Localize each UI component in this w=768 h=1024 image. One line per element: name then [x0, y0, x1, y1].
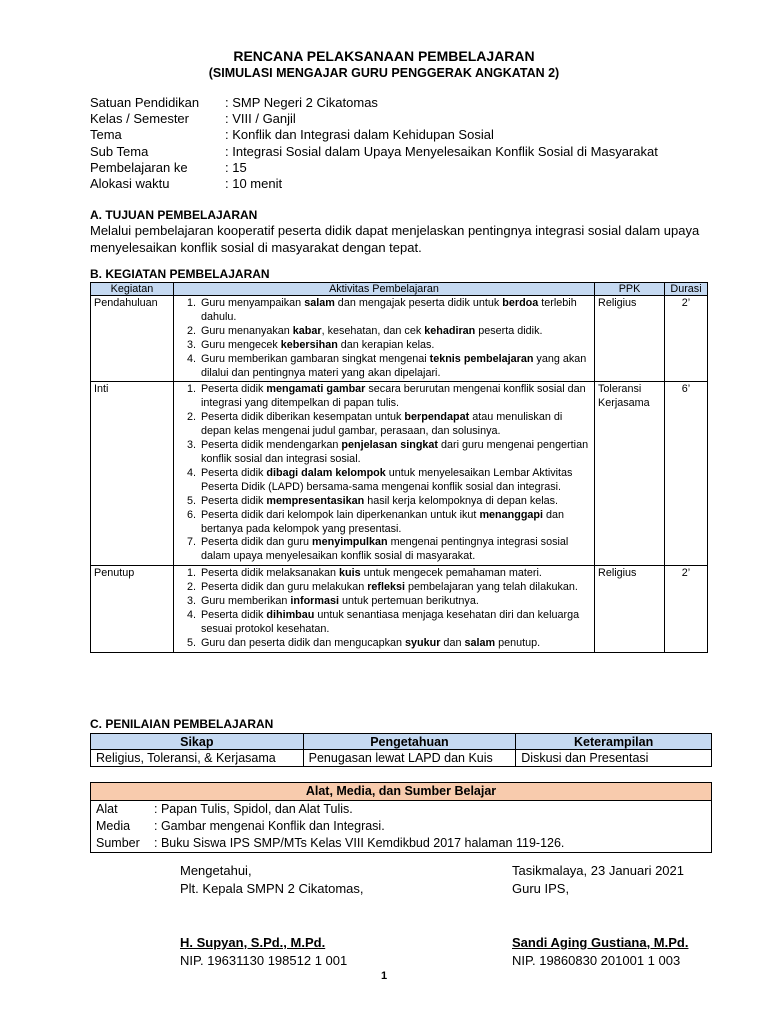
list-item	[199, 595, 591, 609]
identity-label: Alokasi waktu	[90, 176, 170, 192]
signature-line: Mengetahui,	[180, 863, 252, 878]
list-item	[199, 567, 591, 581]
activity-ppk: Toleransi Kerjasama	[595, 382, 665, 566]
item-text: untuk mengecek pemahaman materi.	[360, 567, 542, 580]
item-text: Peserta didik	[200, 494, 267, 507]
identity-value: : Integrasi Sosial dalam Upaya Menyelesaikan Konflik Sosial di Masyarakat	[225, 143, 658, 159]
assessment-cell: Penugasan lewat LAPD dan Kuis	[303, 750, 516, 767]
identity-label: Satuan Pendidikan	[90, 95, 200, 110]
identity-row	[90, 176, 658, 192]
signature-role: Guru IPS,	[512, 881, 570, 896]
item-text: Peserta didik dan guru melakukan	[200, 581, 368, 594]
item-text: pembelajaran yang telah dilakukan.	[405, 581, 578, 594]
column-header: Durasi	[664, 283, 707, 296]
item-text: Peserta didik melaksanakan	[200, 567, 339, 580]
emphasis-text: salam	[304, 297, 335, 309]
list-item	[199, 339, 591, 353]
assessment-cell: Religius, Toleransi, & Kerjasama	[91, 750, 304, 767]
item-text: penutup.	[495, 636, 541, 649]
activity-ppk: Religius	[595, 566, 665, 652]
activity-duration: 2’	[664, 566, 707, 652]
activity-list	[177, 567, 591, 650]
activity-list-cell	[173, 296, 594, 382]
item-text: Peserta didik dari kelompok lain diperkenankan untuk ikut	[200, 508, 480, 521]
item-text: Guru menyampaikan	[200, 297, 305, 309]
resources-heading: Alat, Media, dan Sumber Belajar	[91, 783, 711, 801]
item-text: Peserta didik diberikan kesempatan untuk	[200, 411, 405, 424]
identity-row	[90, 111, 658, 127]
column-header: Keterampilan	[516, 734, 712, 750]
emphasis-text: teknis pembelajaran	[429, 352, 534, 365]
item-text: untuk menyelesaikan Lembar Aktivitas Peserta Didik (LAPD) bersama-sama mengenai konflik sosial dan integrasi.	[200, 466, 573, 493]
list-item	[199, 509, 591, 537]
activity-row	[91, 296, 708, 382]
item-text: untuk senantiasa menjaga kesehatan diri dan keluarga sesuai protokol kesehatan.	[200, 608, 580, 635]
emphasis-text: refleksi	[367, 581, 406, 594]
resources-label: Media	[96, 819, 131, 833]
item-text: Guru dan peserta didik dan mengucapkan	[200, 636, 406, 649]
item-text: hasil kerja kelompoknya di depan kelas.	[364, 494, 559, 507]
resources-label: Alat	[96, 802, 118, 816]
emphasis-text: dibagi dalam kelompok	[266, 466, 386, 479]
item-text: peserta didik.	[475, 324, 543, 337]
signature-left	[180, 862, 364, 970]
emphasis-text: dihimbau	[266, 608, 315, 621]
resources-row	[91, 835, 711, 852]
signature-date: Tasikmalaya, 23 Januari 2021	[512, 863, 684, 878]
emphasis-text: kabar	[292, 324, 322, 337]
item-text: Guru menanyakan	[200, 324, 293, 337]
activity-stage: Inti	[91, 382, 174, 566]
resources-label: Sumber	[96, 836, 140, 850]
list-item	[199, 325, 591, 339]
document-title: RENCANA PELAKSANAAN PEMBELAJARAN	[233, 48, 535, 64]
assessment-cell: Diskusi dan Presentasi	[516, 750, 712, 767]
section-a-heading: A. TUJUAN PEMBELAJARAN	[90, 208, 258, 222]
item-text: dan bertanya pada kelompok yang presentasi.	[200, 508, 565, 535]
emphasis-text: mengamati gambar	[266, 383, 366, 396]
signature-nip: NIP. 19631130 198512 1 001	[180, 953, 348, 968]
item-text: Peserta didik dan guru	[200, 536, 312, 549]
identity-row	[90, 144, 658, 160]
emphasis-text: berdoa	[502, 297, 539, 309]
resources-row	[91, 801, 711, 818]
item-text: atau menuliskan di depan kelas mengenai judul gambar, perasaan, dan solusinya.	[200, 411, 563, 438]
section-a-text: Melalui pembelajaran kooperatif peserta didik dapat menjelaskan pentingnya integrasi sosial dalam upaya menyelesaikan konflik sosial di masyarakat dengan tepat.	[90, 223, 700, 255]
activity-list-cell	[173, 382, 594, 566]
emphasis-text: kehadiran	[424, 324, 476, 337]
column-header: PPK	[595, 283, 665, 296]
signature-nip: NIP. 19860830 201001 1 003	[512, 953, 681, 968]
identity-label: Sub Tema	[90, 143, 149, 159]
column-header: Pengetahuan	[303, 734, 516, 750]
list-item	[199, 411, 591, 439]
item-text: mengenai pentingnya integrasi sosial dalam upaya menyelesaikan konflik sosial di masyarakat.	[200, 536, 569, 563]
identity-value: : 15	[225, 159, 247, 175]
column-header: Kegiatan	[91, 283, 174, 296]
emphasis-text: penjelasan singkat	[341, 439, 439, 452]
list-item	[199, 353, 591, 381]
emphasis-text: berpendapat	[404, 411, 470, 424]
item-text: secara berurutan mengenai konflik sosial dan integrasi yang ditempelkan di papan tulis.	[200, 383, 586, 410]
emphasis-text: informasi	[290, 595, 339, 608]
item-text: terlebih dahulu.	[200, 297, 577, 323]
section-c-heading: C. PENILAIAN PEMBELAJARAN	[90, 717, 274, 731]
item-text: Peserta didik	[200, 466, 267, 479]
item-text: Peserta didik	[200, 383, 267, 396]
identity-value: : 10 menit	[225, 176, 283, 192]
list-item	[199, 495, 591, 509]
list-item	[199, 383, 591, 411]
identity-row	[90, 127, 658, 143]
item-text: Peserta didik mendengarkan	[200, 439, 342, 452]
resources-value: : Gambar mengenai Konflik dan Integrasi.	[154, 819, 385, 833]
signature-name: Sandi Aging Gustiana, M.Pd.	[512, 935, 689, 950]
document-subtitle: (SIMULASI MENGAJAR GURU PENGGERAK ANGKATAN 2)	[208, 66, 560, 80]
activity-duration: 2’	[664, 296, 707, 382]
resources-value: : Papan Tulis, Spidol, dan Alat Tulis.	[154, 802, 353, 816]
assessment-header	[91, 734, 712, 750]
identity-value: : SMP Negeri 2 Cikatomas	[225, 95, 378, 110]
list-item	[199, 297, 591, 325]
activity-duration: 6’	[664, 382, 707, 566]
column-header: Aktivitas Pembelajaran	[173, 283, 594, 296]
item-text: untuk pertemuan berikutnya.	[338, 595, 479, 608]
signature-right	[512, 862, 688, 970]
signature-name: H. Supyan, S.Pd., M.Pd.	[180, 935, 326, 950]
list-item	[199, 581, 591, 595]
resources-value: : Buku Siswa IPS SMP/MTs Kelas VIII Kemdikbud 2017 halaman 119-126.	[154, 836, 565, 850]
assessment-table	[90, 733, 712, 767]
item-text: dan mengajak peserta didik untuk	[334, 297, 503, 309]
list-item	[199, 637, 591, 651]
item-text: dari guru mengenai pengertian konflik sosial dan integrasi sosial.	[200, 439, 589, 465]
emphasis-text: kuis	[339, 567, 361, 580]
emphasis-text: kebersihan	[280, 338, 338, 351]
signature-role: Plt. Kepala SMPN 2 Cikatomas,	[180, 881, 364, 896]
item-text: yang akan dilalui dan pentingnya materi yang akan dipelajari.	[200, 352, 587, 379]
emphasis-text: salam	[464, 636, 496, 649]
assessment-row	[91, 750, 712, 767]
item-text: Peserta didik	[200, 608, 267, 621]
emphasis-text: menanggapi	[479, 508, 544, 521]
item-text: Guru memberikan gambaran singkat mengenai	[200, 352, 430, 365]
item-text: dan kerapian kelas.	[337, 338, 435, 351]
emphasis-text: syukur	[405, 636, 441, 649]
list-item	[199, 467, 591, 495]
identity-value: : VIII / Ganjil	[225, 111, 296, 127]
identity-label: Tema	[90, 127, 122, 143]
column-header: Sikap	[91, 734, 304, 750]
identity-row	[90, 160, 658, 176]
item-text: Guru mengecek	[200, 338, 281, 351]
resources-row	[91, 818, 711, 835]
activity-list	[177, 297, 591, 380]
list-item	[199, 609, 591, 637]
activity-row	[91, 566, 708, 652]
identity-row	[90, 95, 658, 111]
activity-ppk: Religius	[595, 296, 665, 382]
item-text: dan	[440, 636, 465, 649]
activity-table-header	[91, 283, 708, 296]
resources-box	[90, 782, 712, 853]
identity-label: Pembelajaran ke	[90, 159, 188, 175]
activity-list-cell	[173, 566, 594, 652]
activity-stage: Penutup	[91, 566, 174, 652]
identity-label: Kelas / Semester	[90, 111, 189, 127]
page-number: 1	[380, 970, 388, 982]
section-b-heading: B. KEGIATAN PEMBELAJARAN	[90, 267, 270, 281]
identity-value: : Konflik dan Integrasi dalam Kehidupan Sosial	[225, 127, 494, 143]
activity-table	[90, 282, 708, 653]
activity-list	[177, 383, 591, 564]
activity-stage: Pendahuluan	[91, 296, 174, 382]
emphasis-text: mempresentasikan	[266, 494, 365, 507]
list-item	[199, 439, 591, 467]
activity-row	[91, 382, 708, 566]
identity-block	[90, 95, 658, 192]
item-text: , kesehatan, dan cek	[321, 324, 425, 337]
emphasis-text: menyimpulkan	[312, 536, 388, 549]
list-item	[199, 536, 591, 564]
item-text: Guru memberikan	[200, 595, 291, 608]
